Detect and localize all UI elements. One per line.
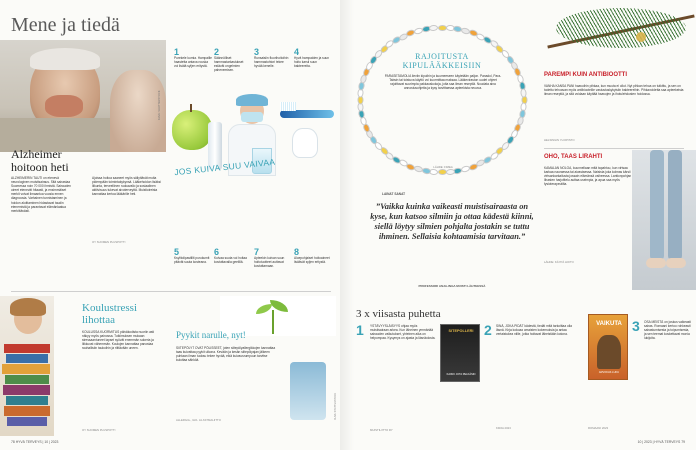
quote-label: LAINAT SANAT <box>382 192 406 196</box>
teeth-illustration <box>170 92 336 230</box>
step-number: 8 <box>294 247 300 257</box>
alzheimer-title: Alzheimer hoitoon heti <box>11 147 69 174</box>
lirahti-title: OHO, TAAS LIRAHTI <box>544 154 603 160</box>
step-text: Säännölliset hammastarkastukset estävät ongelmien pahenemisen. <box>214 56 244 72</box>
kipulaakkeet-body: PARASETAMOLIA lieviin kipuihin ja kuumeeseen käytetään paljon. Panadol, Para-Tabsin tai toistuva käyttö voi kuormittaa maksaa. Lääkeviraston uudet ohjeet rajoittavat suurimpia pakkauskokoja, joita saa ilman reseptiä. Noudata aina annostusohjetta ja kysy tarvittaessa apteekista neuvoa. <box>384 74 502 91</box>
toothbrush-icon <box>280 110 334 118</box>
book3-subtitle: ARVOKAS LUKU <box>598 371 620 374</box>
narulle-source: ALLERGIA-, IHO- JA ASTMALIITTO <box>176 418 221 422</box>
koululaiset-body: KOULUSSA KUORMITUS päiväkodista nuoriin asti näkyy myös painossa. Tutkimuksen mukaan stressaantuneet lapset syövät enemmän sokeria ja liikkuvat vähemmän. Koulujen kannattaa panostaa rauhallisiin taukoihin ja riittävään uneen. <box>82 330 155 351</box>
step-text: Ksylitolipastillit purukumit pitävät suuta kosteana. <box>174 256 210 264</box>
horizontal-divider <box>11 291 331 292</box>
antibiootit-title: PAREMPI KUIN ANTIBIOOTTI <box>544 72 627 78</box>
step-text: Purekele kumia. Hampaille haastetta antava rouska voi lisätä syljen eritystä. <box>174 56 212 68</box>
footer-right: 10 | 2023 | HYVÄ TERVEYS 79 <box>637 440 685 444</box>
lirahti-body: KAMALAN NOLOA, kuunnellaan mitä tapahtuu, kun virtsaa karkaa nauraessa tai aivastaessa. Naisista joka kolmas kärsii virtsankarkailusta jossain elämänsä vaiheessa. Lantionpohjan lihasten harjoittelu auttaa useimpia, ja apua saa myös fysioterapeutilta. <box>544 166 632 187</box>
step-text: Hyvä hampaiden ja suun hoito karsii suun bakteereita. <box>294 56 330 68</box>
child-with-books-photo <box>0 296 54 436</box>
tooth-icon <box>292 128 318 158</box>
alzheimer-col1: ALZHEIMERIN TAUTI on etenevä neurologinen muistisairaus. Sitä sairastaa Suomessa noin 70 000 ihmistä. Sairauden oireet etenevät hitaasti, ja ensimmäiset merkit voivat ilmaantua vuosia ennen diagnoosia. Varhainen tunnistaminen ja hoidon aloittaminen hidastavat taudin etenemistä ja parantavat elämänlaatua merkittävästi. <box>11 176 71 213</box>
alzheimer-source: OY SUOMEN PLUSPOTTI <box>92 240 126 244</box>
item2-text: SINÄ, JOKA PIDÄT kädestä, tiedät mitä tarkoittaa olla läsnä. Kirja kokoaa omaisten kokemuksia ja antaa vertaistukea niille, jotka hoitavat läheistään kotona. <box>496 324 572 337</box>
pill-icon <box>438 169 447 175</box>
teeth-title: JOS KUIVA SUU VAIVAA <box>173 156 276 178</box>
lirahti-source: LÄHDE: KÄYPÄ HOITO <box>544 260 574 264</box>
item2-source: KIRJA 2023 <box>496 426 511 430</box>
book-cover-2 <box>440 324 480 382</box>
step-text: Aloepohjaiset hoitoaineet lisäävät syljen eritystä. <box>294 256 330 264</box>
koululaiset-title: Koulustressi lihottaa <box>82 302 137 326</box>
item3-source: ROMAANI 2023 <box>588 426 609 430</box>
step-text: Runsaisiin fluorihoitoihin hammastohtori tekee hyvää kenelle. <box>254 56 289 68</box>
teeth-steps-row2 <box>174 248 332 294</box>
kipulaakkeet-source: LÄHDE: FIMEA <box>433 165 453 169</box>
horizontal-divider <box>544 148 684 149</box>
book-cover-3 <box>588 314 628 380</box>
alzheimer-col2: Ajoissa hoitoa saaneet myös säilyttävät muita pidempään toimintakykynsä. Lääkehoidon lisäksi liikunta, terveellinen ruokavalio ja sosiaalinen aktiivisuus tukevat aivoterveyttä. Muistioireista kannattaa kertoa lääkärille heti. <box>92 176 161 197</box>
book3-title: VAIKUTA <box>596 321 622 327</box>
item1-text: YSTÄVYYSLÄISYYS ohjaa myös muistisairaan arkea. Kun läheinen ymmärtää sairauden vaikutukset, yhteinen aika on helpompaa. Kysymys on ajasta ja läsnäolosta. <box>370 324 436 341</box>
quote-author: PROFESSORI ANJA-INGA MUISTI LÄHTEESSÄ <box>418 284 486 288</box>
narulle-body: SIITEPÖLYT OVAT PÖLISSEET, joten siitepölyallergikkojen kannattaa taas kuivattaa pyykit ulkona. Kevään ja kesän siitepölyajan jälkeen puhtaan ilman tuoksu tekee hyvää, eikä kuivausrumpuun tarvitse kuluttaa sähköä. <box>176 346 276 363</box>
step-number: 7 <box>254 247 260 257</box>
footer-left: 78 HYVÄ TERVEYS | 10 | 2023 <box>11 440 59 444</box>
pine-branch-illustration <box>536 0 696 66</box>
step-number: 3 <box>254 47 260 57</box>
item1-number: 1 <box>356 322 364 338</box>
quote-text: ”Vaikka kuinka vaikeasti muistisairaasta on kyse, kun katsoo silmiin ja ottaa kädestä kiinni, siellä löytyy silmien pohjalta jostakin se tuttu ihminen. Sellaisia kohtaamisia tarvitaan.” <box>370 202 534 241</box>
pill-ring-illustration <box>352 22 532 178</box>
antibiootit-source: HELSINGIN YLIOPISTO <box>544 138 575 142</box>
book2-subtitle: KAIKKI JOTA PELKÄSIN <box>446 373 476 376</box>
narulle-title: Pyykit narulle, nyt! <box>176 330 246 340</box>
clothes-pin-icon <box>290 362 326 420</box>
teeth-steps-row1 <box>174 48 332 94</box>
step-text: Apteekin kuivan suun hoitotuotteet auttavat kostuttamaan. <box>254 256 285 268</box>
step-number: 5 <box>174 247 180 257</box>
alzheimer-photo-credit: KUVA: SHUTTERSTOCK <box>158 90 161 120</box>
side-photo-credit: KUVA: SHUTTERSTOCK <box>334 392 337 420</box>
book2-title: SITEPOLLERI <box>448 329 474 333</box>
antibiootit-body: VANHA KANSA PANI haavoihin pihkaa, kun muuta ei ollut. Nyt pihkan tehoa on tutkittu, ja sen on todettu tehoavan myös antibiooteille vastustuskykyisiin bakteereihin. Pihkavoidetta saa apteekeista ilman reseptiä, ja sitä voidaan käyttää haavojen ja ihotulehdusten hoidossa. <box>544 84 684 97</box>
page-title: Mene ja tiedä <box>11 14 120 36</box>
item2-number: 2 <box>484 322 492 338</box>
item3-text: OSA MEISTÄ on joskus vaikeasti sairas. Romaani kertoo rohkeasti sairastumisesta ja toipumisesta, ja sen teemat koskettavat monia lukijoita. <box>644 320 691 341</box>
step-number: 6 <box>214 247 220 257</box>
item1-source: MUISTILIITTO RY <box>370 428 393 432</box>
kipulaakkeet-title: RAJOITUSTA KIPULÄÄKKEISIIN <box>402 52 482 70</box>
apple-icon <box>172 110 212 150</box>
step-number: 4 <box>294 47 300 57</box>
kolme-title: 3 x viisasta puhetta <box>356 308 441 320</box>
koululaiset-source: OY SUOMEN PLUSPOTTI <box>82 428 116 432</box>
item3-number: 3 <box>632 318 640 334</box>
legs-photo <box>632 150 696 290</box>
step-text: Kuivaa suuta voi hoitaa kostuttavalla geelillä. <box>214 256 247 264</box>
step-number: 1 <box>174 47 180 57</box>
elderly-man-photo <box>0 40 166 152</box>
step-number: 2 <box>214 47 220 57</box>
